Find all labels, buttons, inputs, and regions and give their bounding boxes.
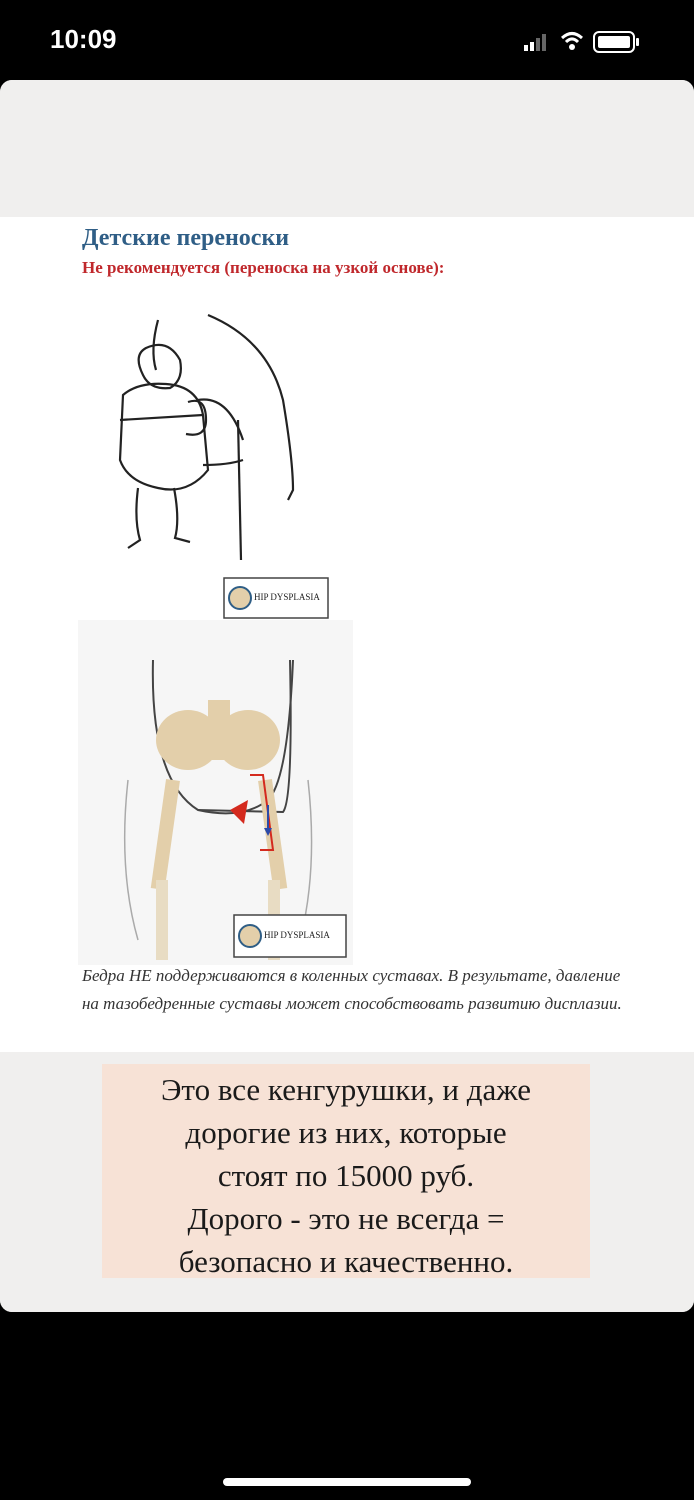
battery-icon [594,32,639,52]
hip-dysplasia-logo-2 [234,915,346,957]
document-caption: Бедра НЕ поддерживаются в коленных суставах. В результате, давление на тазобедренные суставы может способствовать развитию дисплазии. [82,966,622,1013]
document-subtitle: Не рекомендуется (переноска на узкой основе): [82,258,445,277]
callout-line: Дорого - это не всегда = [187,1201,505,1236]
callout-line: дорогие из них, которые [185,1115,507,1150]
callout-line: стоят по 15000 руб. [217,1158,475,1193]
document-title: Детские переноски [82,225,290,251]
callout-text-box [102,1064,590,1278]
svg-text:HIP DYSPLASIA: HIP DYSPLASIA [264,930,330,940]
callout-line: безопасно и качественно. [178,1244,514,1279]
status-icons [514,30,664,54]
home-indicator[interactable] [223,1478,471,1486]
hip-dysplasia-logo [224,578,328,618]
status-bar [0,0,694,80]
document-image [78,220,638,1050]
hip-xray-illustration [78,620,353,965]
wifi-icon [562,34,582,51]
story-card [0,80,694,1312]
callout-line: Это все кенгурушки, и даже [160,1072,532,1107]
signal-icon [524,34,546,51]
svg-text:HIP DYSPLASIA: HIP DYSPLASIA [254,592,320,602]
status-time: 10:09 [50,24,117,54]
card-header [0,80,694,217]
carrier-illustration [120,315,293,560]
